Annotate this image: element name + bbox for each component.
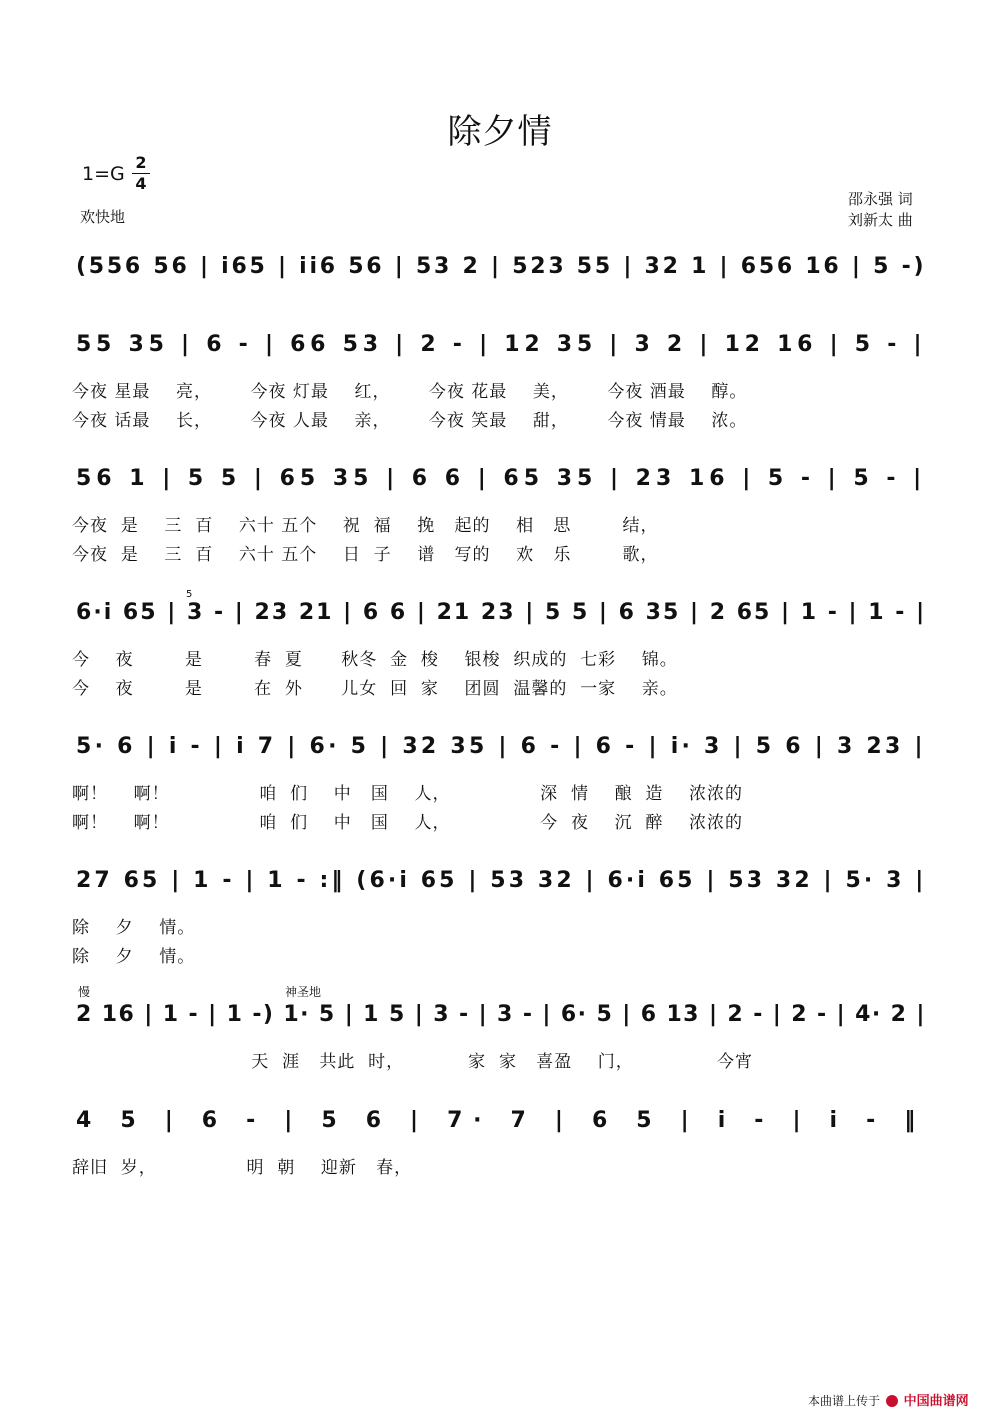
notation-line (72, 330, 932, 370)
notation-line (72, 464, 932, 504)
notation-line (72, 252, 932, 292)
lyric-line: 今 夜 是 在 外 儿女 回 家 团圆 温馨的 一家 亲。 (72, 679, 678, 699)
slow-marking: 慢 (78, 985, 91, 999)
note-sequence: 56 1 | 5 5 | 65 35 | 6 6 | 65 35 | 23 16 | 5 - | 5 - | (76, 466, 927, 491)
notation-line (72, 598, 932, 638)
site-logo-icon (886, 1395, 898, 1407)
notation-line (72, 1000, 932, 1040)
lyric-line: 除 夕 情。 (72, 947, 196, 967)
note-sequence: 4 5 | 6 - | 5 6 | 7· 7 | 6 5 | i - | i - ‖ (76, 1108, 926, 1133)
time-signature (131, 154, 151, 193)
composer-credit: 刘新太 曲 (848, 211, 913, 229)
note-sequence: 27 65 | 1 - | 1 - :‖ (6·i 65 | 53 32 | 6·i 65 | 53 32 | 5· 3 | (76, 868, 927, 893)
tempo-marking: 欢快地 (80, 208, 126, 226)
lyric-line: 今夜 星最 亮， 今夜 灯最 红， 今夜 花最 美， 今夜 酒最 醇。 (72, 382, 748, 402)
note-sequence: (556 56 | i65 | ii6 56 | 53 2 | 523 55 | 32 1 | 656 16 | 5 -) (76, 254, 927, 279)
grace-note: 5 (186, 589, 193, 600)
lyric-line: 今夜 是 三 百 六十 五个 祝 福 挽 起的 相 思 结， (72, 516, 659, 536)
site-name: 中国曲谱网 (903, 1394, 969, 1409)
lyric-line: 啊！ 啊！ 咱 们 中 国 人， 今 夜 沉 醉 浓浓的 (72, 813, 744, 833)
lyric-line: 啊！ 啊！ 咱 们 中 国 人， 深 情 酿 造 浓浓的 (72, 784, 744, 804)
note-sequence: 6·i 65 | 3 - | 23 21 | 6 6 | 21 23 | 5 5 | 6 35 | 2 65 | 1 - | 1 - | (76, 600, 927, 625)
footer-credit (808, 1390, 969, 1409)
lyric-line: 今夜 是 三 百 六十 五个 日 子 谱 写的 欢 乐 歌， (72, 545, 659, 565)
lyric-line: 除 夕 情。 (72, 918, 196, 938)
song-title: 除夕情 (447, 112, 553, 152)
lyric-line: 今夜 话最 长， 今夜 人最 亲， 今夜 笑最 甜， 今夜 情最 浓。 (72, 411, 748, 431)
lyric-line: 辞旧 岁， 明 朝 迎新 春， (72, 1158, 413, 1178)
upload-text: 本曲谱上传于 (808, 1394, 881, 1408)
notation-line (72, 732, 932, 772)
lyric-line: 今 夜 是 春 夏 秋冬 金 梭 银梭 织成的 七彩 锦。 (72, 650, 678, 670)
notation-line (72, 1106, 932, 1146)
time-numerator: 2 (135, 153, 147, 172)
note-sequence: 2 16 | 1 - | 1 -) 1· 5 | 1 5 | 3 - | 3 - | 6· 5 | 6 13 | 2 - | 2 - | 4· 2 | (76, 1002, 926, 1027)
lyric-line: 天 涯 共此 时， 家 家 喜盈 门， 今宵 (72, 1052, 754, 1072)
lyricist-credit: 邵永强 词 (848, 190, 913, 208)
time-denominator: 4 (135, 174, 147, 193)
note-sequence: 55 35 | 6 - | 66 53 | 2 - | 12 35 | 3 2 | 12 16 | 5 - | (76, 332, 927, 357)
note-sequence: 5· 6 | i - | i 7 | 6· 5 | 32 35 | 6 - | 6 - | i· 3 | 5 6 | 3 23 | (76, 734, 926, 759)
key-signature: 1=G (82, 163, 125, 185)
sacred-marking: 神圣地 (285, 985, 322, 999)
notation-line (72, 866, 932, 906)
